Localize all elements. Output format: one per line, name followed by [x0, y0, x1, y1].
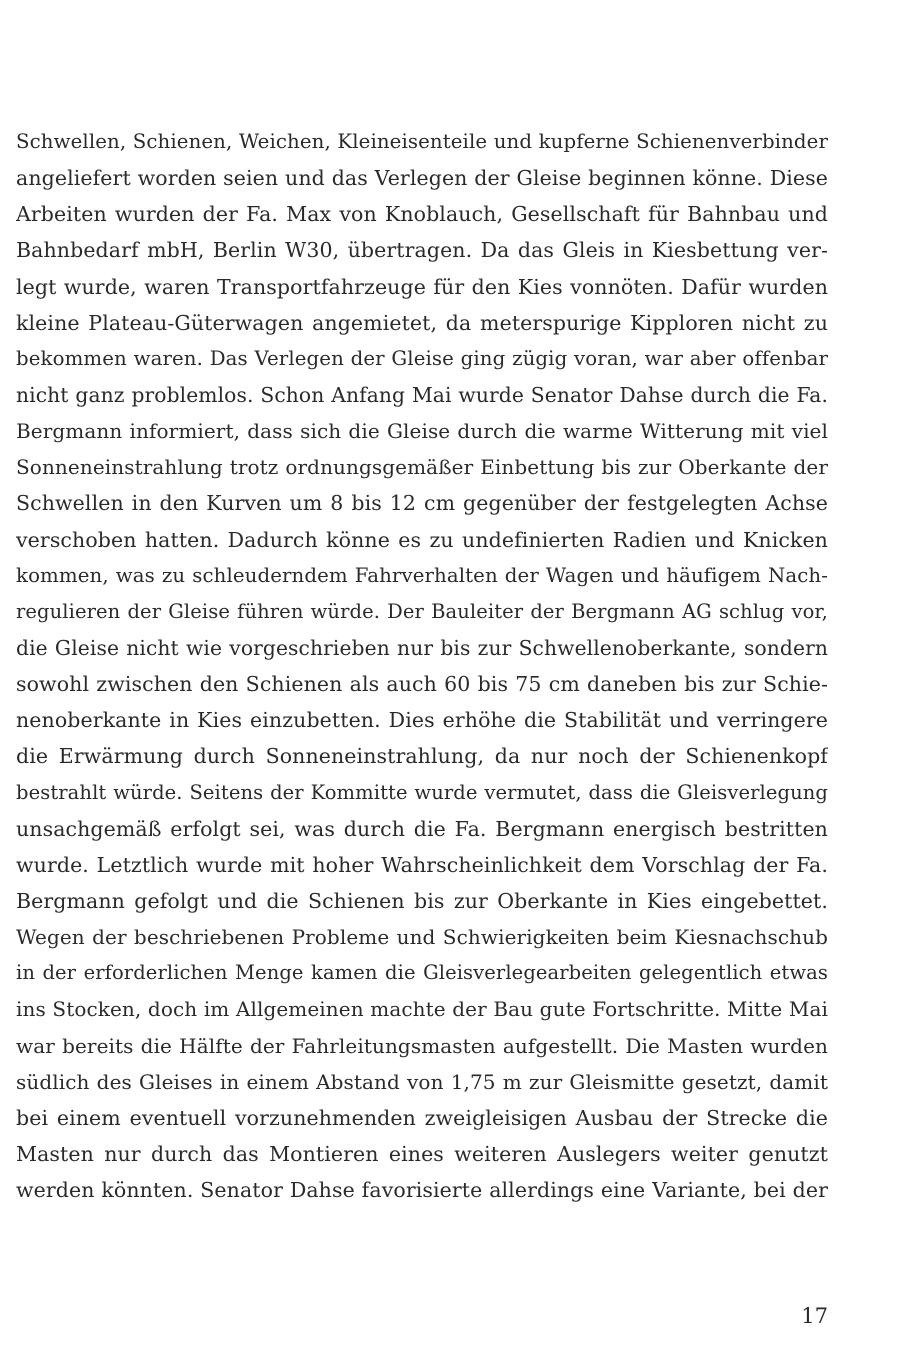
text-line: regulieren der Gleise führen würde. Der Bauleiter der Bergmann AG schlug vor,	[16, 599, 828, 623]
text-line: nenoberkante in Kies einzubetten. Dies erhöhe die Stabilität und verringere	[16, 708, 828, 733]
text-line: Schwellen in den Kurven um 8 bis 12 cm gegenüber der festgelegten Achse	[16, 491, 828, 516]
text-line: sowohl zwischen den Schienen als auch 60 bis 75 cm daneben bis zur Schie-	[16, 672, 828, 697]
text-line: Masten nur durch das Montieren eines weiteren Auslegers weiter genutzt	[16, 1141, 828, 1166]
text-line: bekommen waren. Das Verlegen der Gleise ging zügig voran, war aber offenbar	[16, 346, 828, 370]
text-line: Bergmann informiert, dass sich die Gleise durch die warme Witterung mit viel	[16, 419, 828, 444]
text-line: war bereits die Hälfte der Fahrleitungsmasten aufgestellt. Die Masten wurden	[16, 1033, 828, 1058]
text-line: bestrahlt würde. Seitens der Kommitte wurde vermutet, dass die Gleisverlegung	[16, 780, 828, 804]
text-line: kommen, was zu schleuderndem Fahrverhalten der Wagen und häufigem Nach-	[16, 563, 828, 587]
text-line: die Erwärmung durch Sonneneinstrahlung, da nur noch der Schienenkopf	[16, 744, 828, 769]
text-line: wurde. Letztlich wurde mit hoher Wahrscheinlichkeit dem Vorschlag der Fa.	[16, 852, 828, 877]
text-line: in der erforderlichen Menge kamen die Gleisverlegearbeiten gelegentlich etwas	[16, 961, 828, 985]
text-line: kleine Plateau-Güterwagen angemietet, da meterspurige Kipploren nicht zu	[16, 310, 828, 335]
text-line: Wegen der beschriebenen Probleme und Schwierigkeiten beim Kiesnachschub	[16, 925, 828, 950]
text-line: nicht ganz problemlos. Schon Anfang Mai wurde Senator Dahse durch die Fa.	[16, 382, 828, 407]
text-line: angeliefert worden seien und das Verlegen der Gleise beginnen könne. Diese	[16, 166, 828, 191]
text-line: unsachgemäß erfolgt sei, was durch die Fa. Bergmann energisch bestritten	[16, 816, 828, 841]
body-text	[16, 124, 828, 1208]
text-line: bei einem eventuell vorzunehmenden zweigleisigen Ausbau der Strecke die	[16, 1105, 828, 1130]
text-line: Sonneneinstrahlung trotz ordnungsgemäßer Einbettung bis zur Oberkante der	[16, 455, 828, 480]
text-line: die Gleise nicht wie vorgeschrieben nur bis zur Schwellenoberkante, sondern	[16, 635, 828, 660]
text-line: Bergmann gefolgt und die Schienen bis zur Oberkante in Kies eingebettet.	[16, 888, 828, 913]
text-line: legt wurde, waren Transportfahrzeuge für den Kies vonnöten. Dafür wurden	[16, 274, 828, 299]
text-line: südlich des Gleises in einem Abstand von 1,75 m zur Gleismitte gesetzt, damit	[16, 1069, 828, 1094]
text-line: verschoben hatten. Dadurch könne es zu undefinierten Radien und Knicken	[16, 527, 828, 552]
text-line: Arbeiten wurden der Fa. Max von Knoblauch, Gesellschaft für Bahnbau und	[16, 202, 828, 227]
text-line: ins Stocken, doch im Allgemeinen machte der Bau gute Fortschritte. Mitte Mai	[16, 997, 828, 1022]
text-line: Schwellen, Schienen, Weichen, Kleineisenteile und kupferne Schienenverbinder	[16, 130, 828, 153]
text-line: Bahnbedarf mbH, Berlin W30, übertragen. Da das Gleis in Kiesbettung ver-	[16, 238, 828, 263]
text-line: werden könnten. Senator Dahse favorisierte allerdings eine Variante, bei der	[16, 1178, 828, 1203]
page-number: 17	[801, 1304, 828, 1328]
